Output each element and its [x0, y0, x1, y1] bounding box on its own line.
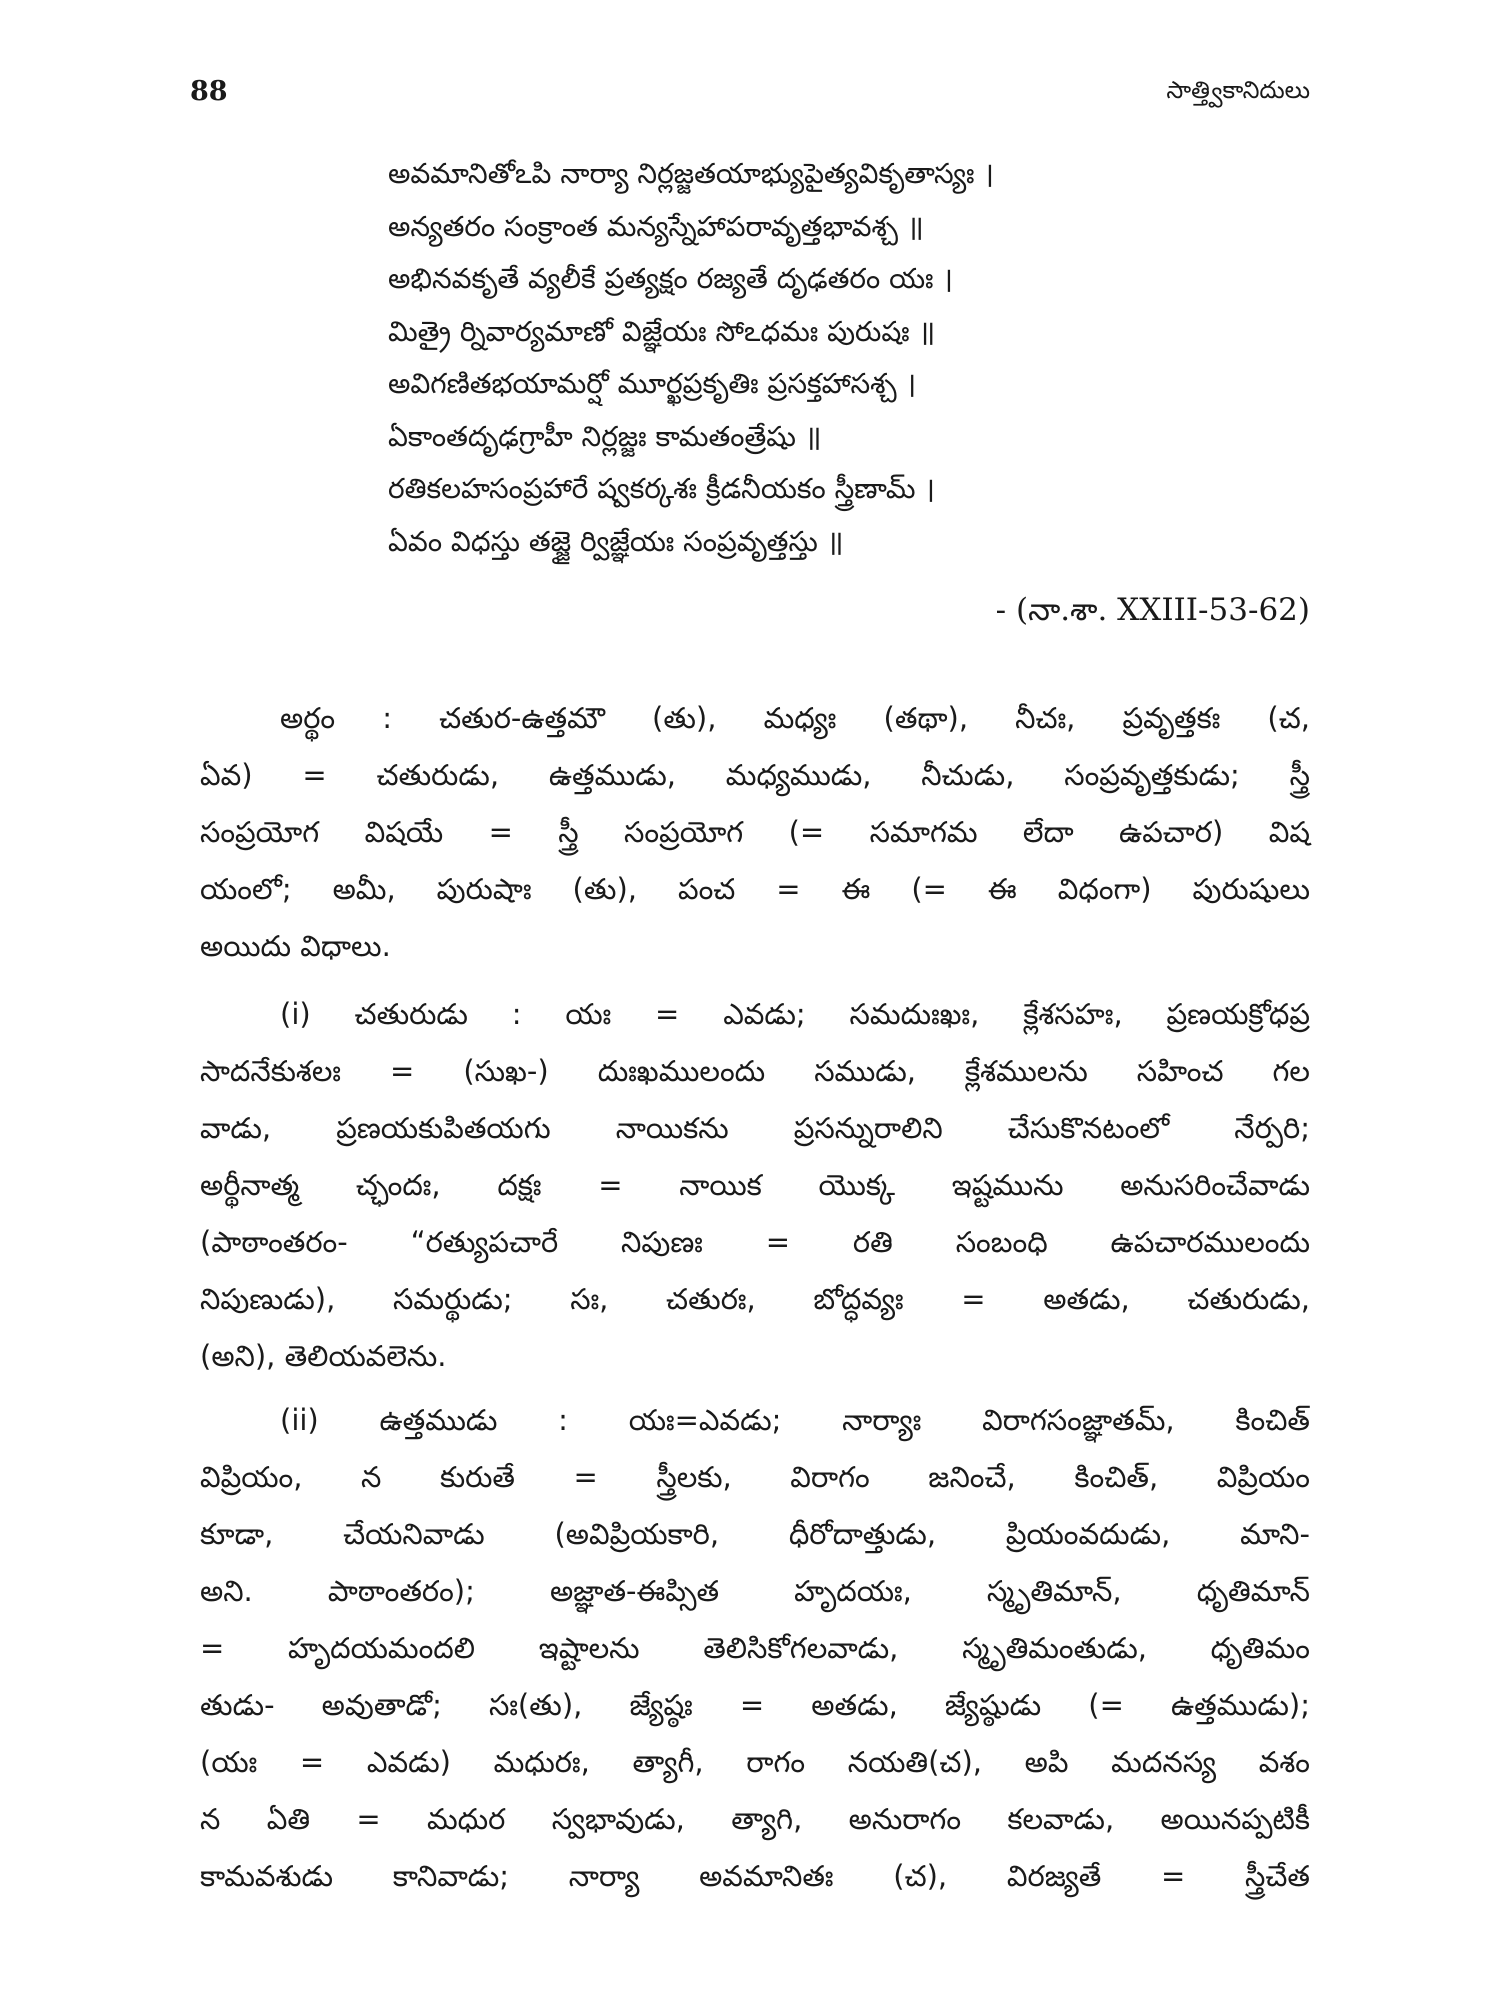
verse-line: అన్యతరం సంక్రాంత మన్యస్నేహాపరావృత్తభావశ్చ ॥ [388, 209, 924, 243]
paragraph-line: అర్థం : చతుర-ఉత్తమౌ (తు), మధ్యః (తథా), నీచః, ప్రవృత్తకః (చ, [280, 701, 1310, 735]
paragraph-line: (అని), తెలియవలెను. [200, 1339, 447, 1373]
paragraph-line: అర్థీనాత్మ చ్ఛందః, దక్షః = నాయిక యొక్క ఇష్టమును అనుసరించేవాడు [200, 1168, 1310, 1202]
paragraph-line: అని. పాఠాంతరం); అజ్ఞాత-ఈప్సిత హృదయః, స్మృతిమాన్, ధృతిమాన్ [200, 1574, 1310, 1608]
paragraph-line: కూడా, చేయనివాడు (అవిప్రియకారి, ధీరోదాత్తుడు, ప్రియంవదుడు, మాని- [200, 1517, 1310, 1551]
verse-line: మిత్రై ర్నివార్యమాణో విజ్ఞేయః సోఽధమః పురుషః ॥ [388, 314, 936, 348]
verse-line: రతికలహసంప్రహారే ష్వకర్కశః క్రీడనీయకం స్త్రీణామ్ । [388, 472, 935, 505]
paragraph-line: నిపుణుడు), సమర్థుడు; సః, చతురః, బోద్ధవ్యః = అతడు, చతురుడు, [200, 1282, 1310, 1316]
paragraph-line: (యః = ఎవడు) మధురః, త్యాగీ, రాగం నయతి(చ), అపి మదనస్య వశం [200, 1745, 1310, 1779]
paragraph-line: న ఏతి = మధుర స్వభావుడు, త్యాగి, అనురాగం కలవాడు, అయినప్పటికీ [200, 1802, 1310, 1836]
paragraph-line: (ii) ఉత్తముడు : యః=ఎవడు; నార్యాః విరాగసంజ్ఞాతమ్, కించిత్ [280, 1403, 1310, 1437]
verse-line: అవమానితోఽపి నార్యా నిర్లజ్జతయాభ్యుపైత్యవికృతాస్యః । [388, 157, 994, 190]
page-header [190, 76, 1310, 116]
uttamudu-paragraph [200, 1392, 1310, 1905]
verse-line: అభినవకృతే వ్యలీకే ప్రత్యక్షం రజ్యతే దృఢతరం యః । [388, 262, 953, 295]
verse-line: ఏవం విధస్తు తజ్జై ర్విజ్ఞేయః సంప్రవృత్తస్తు ॥ [388, 524, 844, 558]
paragraph-line: విప్రియం, న కురుతే = స్త్రీలకు, విరాగం జనించే, కించిత్, విప్రియం [200, 1460, 1310, 1494]
paragraph-line: సంప్రయోగ విషయే = స్త్రీ సంప్రయోగ (= సమాగమ లేదా ఉపచార) విష [200, 815, 1310, 849]
sanskrit-verse-block [388, 148, 1318, 568]
verse-line: అవిగణితభయామర్షో మూర్ఖప్రకృతిః ప్రసక్తహాసశ్చ । [388, 367, 917, 400]
chaturudu-paragraph [200, 986, 1310, 1385]
verse-line: ఏకాంతదృఢగ్రాహీ నిర్లజ్జః కామతంత్రేషు ॥ [388, 419, 822, 453]
paragraph-line: వాడు, ప్రణయకుపితయగు నాయికను ప్రసన్నురాలిని చేసుకొనటంలో నేర్పరి; [200, 1111, 1310, 1145]
paragraph-line: అయిదు విధాలు. [200, 929, 391, 963]
paragraph-line: ఏవ) = చతురుడు, ఉత్తముడు, మధ్యముడు, నీచుడు, సంప్రవృత్తకుడు; స్త్రీ [200, 758, 1310, 792]
meaning-paragraph [200, 690, 1310, 975]
paragraph-line: తుడు- అవుతాడో; సః(తు), జ్యేష్ఠః = అతడు, జ్యేష్ఠుడు (= ఉత్తముడు); [200, 1688, 1310, 1722]
page-number: 88 [190, 76, 228, 107]
verse-citation: - (నా.శా. XXIII-53-62) [995, 592, 1310, 628]
paragraph-line: సాదనేకుశలః = (సుఖ-) దుఃఖములందు సముడు, క్లేశములను సహించ గల [200, 1054, 1310, 1088]
paragraph-line: (i) చతురుడు : యః = ఎవడు; సమదుఃఖః, క్లేశసహః, ప్రణయక్రోధప్ర [280, 997, 1310, 1031]
paragraph-line: = హృదయమందలి ఇష్టాలను తెలిసికోగలవాడు, స్మృతిమంతుడు, ధృతిమం [200, 1631, 1310, 1665]
paragraph-line: (పాఠాంతరం- “రత్యుపచారే నిపుణః = రతి సంబంధి ఉపచారములందు [200, 1225, 1310, 1259]
running-head: సాత్త్వికానిదులు [1166, 76, 1310, 104]
paragraph-line: కామవశుడు కానివాడు; నార్యా అవమానితః (చ), విరజ్యతే = స్త్రీచేత [200, 1859, 1310, 1893]
paragraph-line: యంలో; అమీ, పురుషాః (తు), పంచ = ఈ (= ఈ విధంగా) పురుషులు [200, 872, 1310, 906]
